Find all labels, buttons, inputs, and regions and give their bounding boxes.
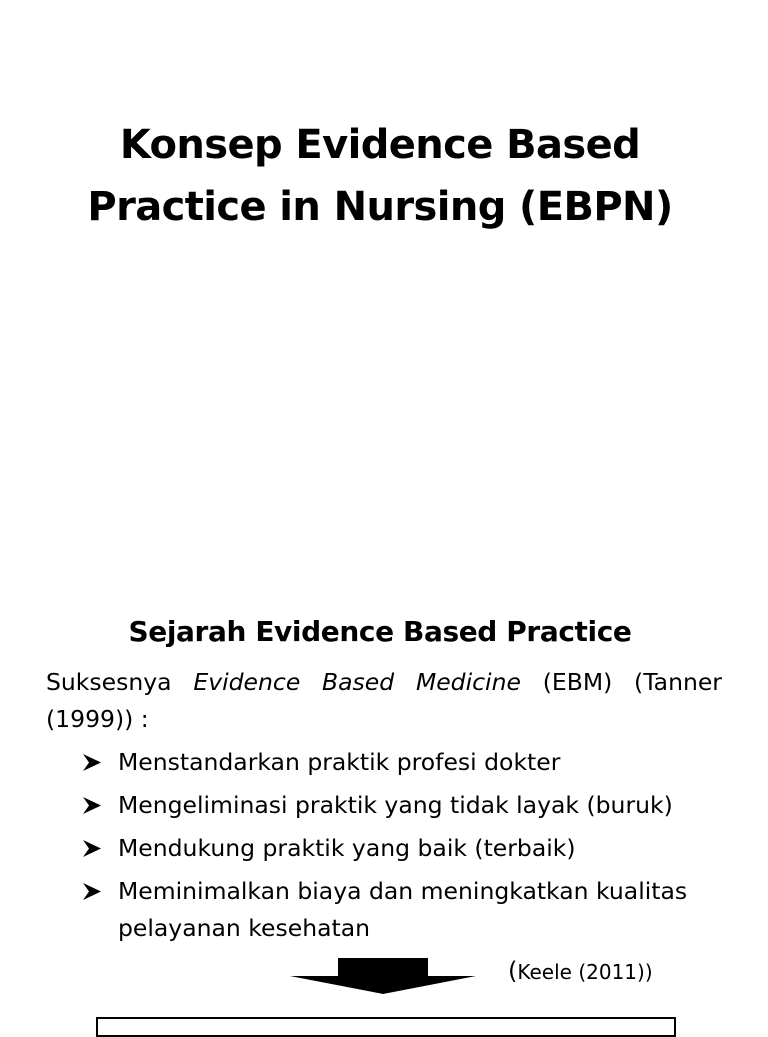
content-box (96, 1017, 676, 1037)
bullet-item (80, 830, 740, 867)
bullet-text: Mendukung praktik yang baik (terbaik) (118, 834, 576, 862)
bullet-list (80, 744, 740, 953)
bullet-text: Meminimalkan biaya dan meningkatkan kualitas pelayanan kesehatan (118, 877, 688, 942)
slide-title-line-2: Practice in Nursing (EBPN) (87, 184, 673, 230)
intro-prefix: Suksesnya (46, 668, 172, 696)
slide-title (60, 114, 700, 238)
bullet-item (80, 787, 740, 824)
arrowhead-bullet-icon (80, 787, 106, 824)
arrowhead-bullet-icon (80, 873, 106, 910)
bullet-text: Mengeliminasi praktik yang tidak layak (buruk) (118, 791, 673, 819)
slide-title-line-1: Konsep Evidence Based (119, 122, 641, 168)
citation-text: Keele (2011)) (517, 960, 653, 984)
arrowhead-bullet-icon (80, 830, 106, 867)
citation-open-paren: ( (508, 957, 518, 985)
citation (508, 954, 653, 989)
bullet-item (80, 744, 740, 781)
intro-paragraph (46, 664, 722, 738)
bullet-item (80, 873, 740, 947)
bullet-text: Menstandarkan praktik profesi dokter (118, 748, 561, 776)
intro-emphasis: Evidence Based Medicine (193, 668, 521, 696)
down-arrow-icon (290, 958, 476, 994)
arrowhead-bullet-icon (80, 744, 106, 781)
intro-suffix: (EBM) (Tanner (1999)) : (46, 668, 722, 733)
section-heading: Sejarah Evidence Based Practice (128, 615, 632, 648)
